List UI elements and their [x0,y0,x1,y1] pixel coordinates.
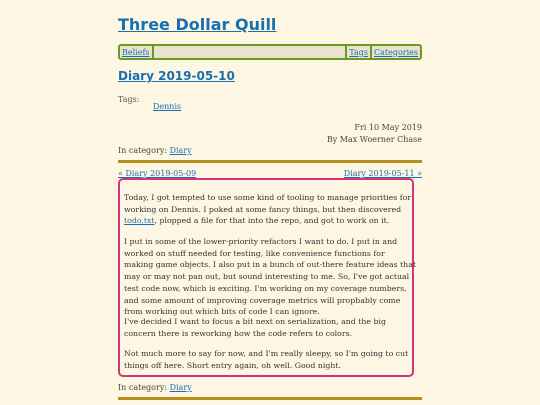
todo-txt-link[interactable]: todo.txt [124,216,155,226]
body-paragraph: Not much more to say for now, and I'm really sleepy, so I'm going to cut things off here. Short entry again, oh well. Good night. [124,349,409,370]
nav-bar [118,44,422,60]
category-label: In category: [118,383,168,392]
tags-label: Tags: [118,95,140,104]
body-paragraph: I put in some of the lower-priority refactors I want to do. I put in and worked on stuff needed for testing, like convenience functions for making game objects. I also put in a bunch of out-there feature ideas that may or may not pan out, but sound interesting to me. So, I've got actual test code now, which is exciting. I'm working on my coverage numbers, and some amount of improving coverage metrics will propbably come from working out which bits of code I can ignore. [124,237,416,317]
category-link[interactable]: Diary [169,146,192,155]
next-post-link[interactable]: Diary 2019-05-11 » [343,169,422,178]
post-date: Fri 10 May 2019 [354,123,422,132]
category-label: In category: [118,146,168,155]
body-text: Today, I got tempted to use some kind of tooling to manage priorities for working on Dennis. I poked at some fancy things, but then discovered [124,193,412,214]
body-text: , plopped a file for that into the repo, and got to work on it. [154,216,390,226]
post-category [118,146,192,155]
nav-beliefs-link[interactable]: Beliefs [122,47,150,57]
category-link[interactable]: Diary [169,383,192,392]
post-title-link[interactable]: Diary 2019-05-10 [118,69,235,83]
post-body [118,178,414,377]
divider-rule [118,160,422,163]
body-paragraph [124,192,416,227]
prev-post-link[interactable]: « Diary 2019-05-09 [118,169,197,178]
post-category-footer [118,383,192,392]
post-author: By Max Woerner Chase [326,135,422,144]
nav-categories-link[interactable]: Categories [374,47,418,57]
divider-rule [118,397,422,400]
nav-tags-link[interactable]: Tags [349,47,368,57]
nav-divider [152,46,154,58]
tag-link-dennis[interactable]: Dennis [153,102,182,111]
body-paragraph: I've decided I want to focus a bit next on serialization, and the big concern there is reworking how the code refers to colors. [124,317,386,338]
site-title-link[interactable]: Three Dollar Quill [118,15,277,34]
